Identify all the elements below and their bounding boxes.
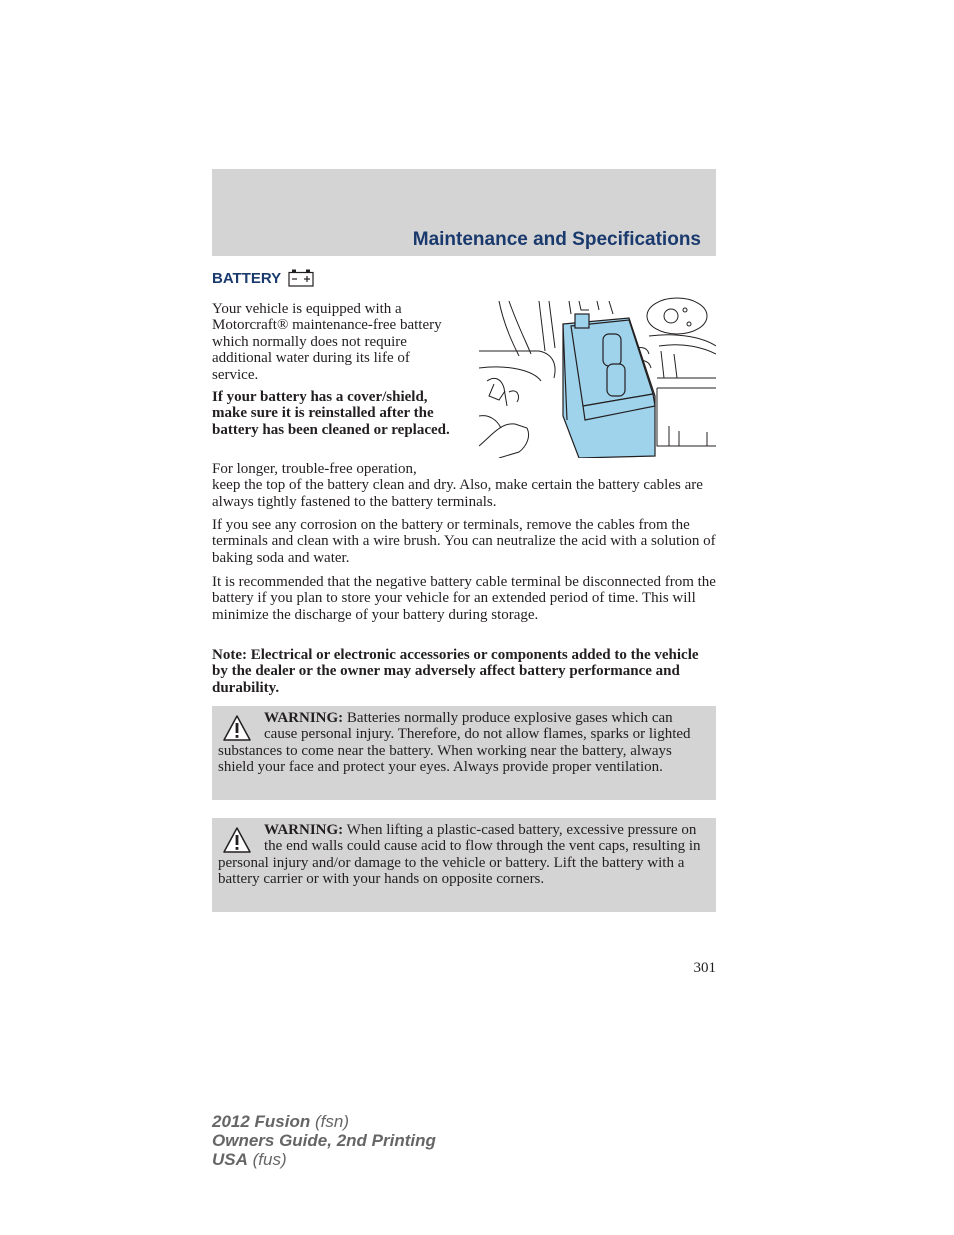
footer-region: USA	[212, 1150, 248, 1169]
footer-model-code: (fsn)	[315, 1112, 349, 1131]
footer-guide-line	[212, 1131, 436, 1150]
warning-triangle-icon	[222, 826, 252, 854]
cover-note-paragraph: If your battery has a cover/shield, make sure it is reinstalled after the battery has been cleaned or replaced.	[212, 389, 450, 438]
page-title: Maintenance and Specifications	[412, 229, 701, 250]
footer-guide: Owners Guide, 2nd Printing	[212, 1131, 436, 1150]
warning-triangle-icon	[222, 714, 252, 742]
footer-model: 2012 Fusion	[212, 1112, 311, 1131]
battery-location-illustration	[479, 296, 716, 458]
warning-text: Batteries normally produce explosive gases which can cause personal injury. Therefore, do not allow flames, sparks or lighted substances to come near the battery. When working near the battery, always shield your face and protect your eyes. Always provide proper ventilation.	[218, 710, 691, 776]
corrosion-paragraph: If you see any corrosion on the battery or terminals, remove the cables from the terminals and clean with a wire brush. You can neutralize the acid with a solution of baking soda and water.	[212, 517, 716, 566]
footer-region-code: (fus)	[252, 1150, 287, 1169]
longer-operation-lead: For longer, trouble-free operation,	[212, 461, 417, 477]
longer-operation-paragraph	[212, 461, 716, 510]
footer-region-line	[212, 1150, 436, 1169]
footer-edition-info	[212, 1112, 436, 1169]
accessories-note: Note: Electrical or electronic accessories or components added to the vehicle by the dealer or the owner may adversely affect battery performance and durability.	[212, 647, 699, 696]
warning-box-lifting-battery	[212, 818, 716, 912]
warning-text: When lifting a plastic-cased battery, excessive pressure on the end walls could cause acid to flow through the vent caps, resulting in personal injury and/or damage to the vehicle or battery. Lift the battery with a battery carrier or with your hands on opposite corners.	[218, 822, 701, 888]
warning-label: WARNING:	[264, 710, 344, 726]
section-heading-text: BATTERY	[212, 269, 282, 287]
page-number: 301	[693, 960, 716, 976]
warning-label: WARNING:	[264, 822, 344, 838]
warning-box-explosive-gases	[212, 706, 716, 800]
footer-model-line	[212, 1112, 436, 1131]
storage-paragraph: It is recommended that the negative battery cable terminal be disconnected from the battery if you plan to store your vehicle for an extended period of time. This will minimize the discharge of your battery during storage.	[212, 574, 716, 623]
section-heading	[212, 269, 314, 287]
header-band	[212, 169, 716, 256]
battery-icon	[288, 269, 314, 287]
longer-operation-rest: keep the top of the battery clean and dry. Also, make certain the battery cables are always tightly fastened to the battery terminals.	[212, 477, 703, 510]
intro-paragraph: Your vehicle is equipped with a Motorcraft® maintenance-free battery which normally does not require additional water during its life of service.	[212, 301, 442, 383]
